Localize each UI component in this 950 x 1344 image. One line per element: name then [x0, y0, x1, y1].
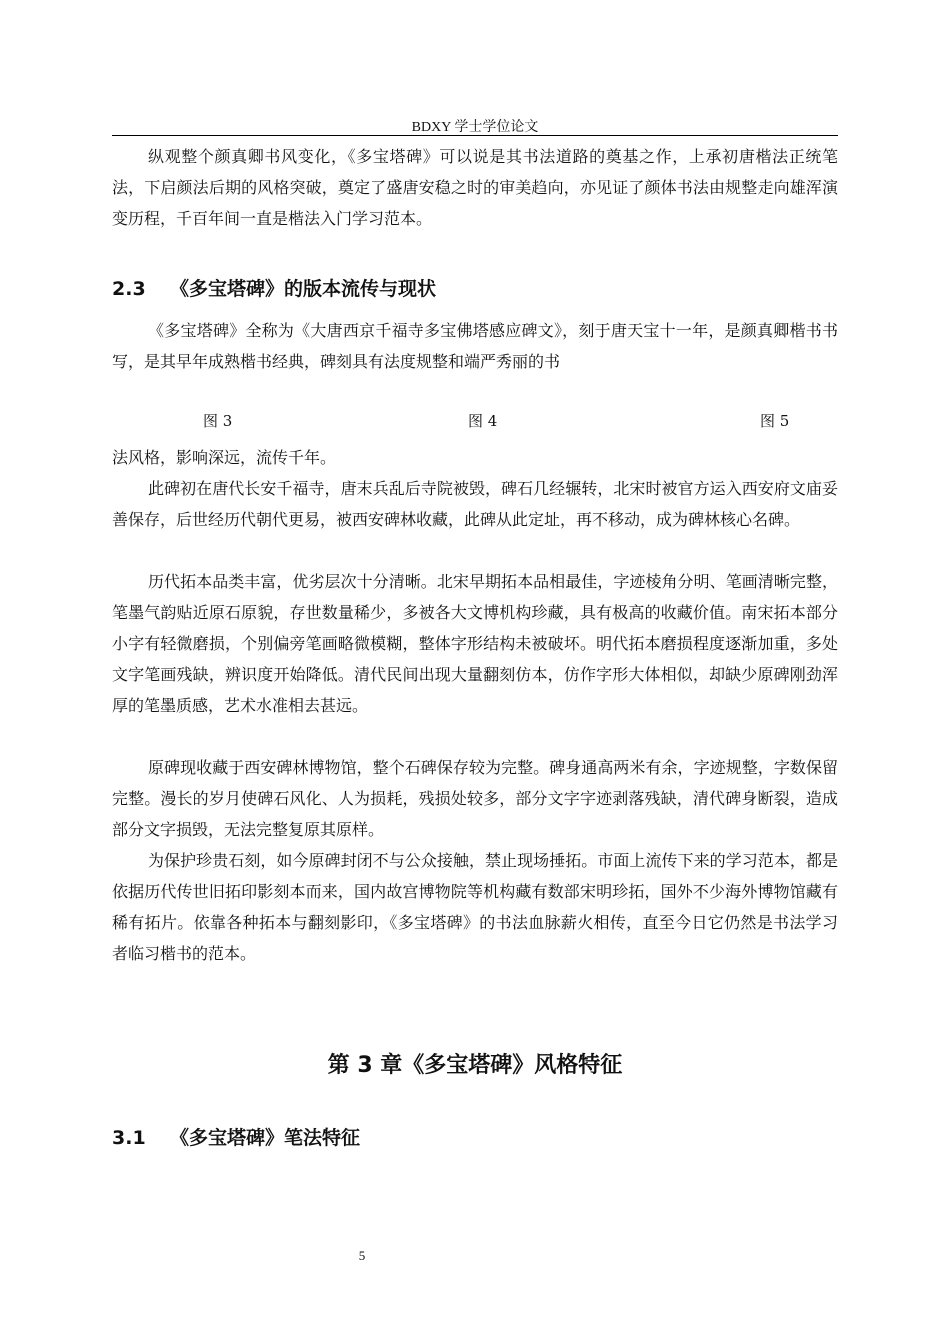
intro-paragraph: 纵观整个颜真卿书风变化，《多宝塔碑》可以说是其书法道路的奠基之作，上承初唐楷法正统笔法，下启颜法后期的风格突破，奠定了盛唐安稳之时的审美趋向，亦见证了颜体书法由规整走向雄浑演变历程，千百年间一直是楷法入门学习范本。 [112, 147, 838, 228]
section-number: 3.1 [112, 1127, 146, 1149]
paragraph-4: 原碑现收藏于西安碑林博物馆，整个石碑保存较为完整。碑身通高两米有余，字迹规整，字数保留完整。漫长的岁月使碑石风化、人为损耗，残损处较多，部分文字字迹剥落残缺，清代碑身断裂，造成部分文字损毁，无法完整复原其原样。 [112, 758, 838, 839]
paragraph-3: 历代拓本品类丰富，优劣层次十分清晰。北宋早期拓本品相最佳，字迹棱角分明、笔画清晰完整，笔墨气韵贴近原石原貌，存世数量稀少，多被各大文博机构珍藏，具有极高的收藏价值。南宋拓本部分小字有轻微磨损，个别偏旁笔画略微模糊，整体字形结构未被破坏。明代拓本磨损程度逐渐加重，多处文字笔画残缺，辨识度开始降低。清代民间出现大量翻刻仿本，仿作字形大体相似，却缺少原碑刚劲浑厚的笔墨质感，艺术水准相去甚远。 [112, 572, 838, 715]
figure-caption-4: 图 4 [468, 412, 498, 430]
paragraph-1-continued: 法风格，影响深远，流传千年。 [112, 448, 337, 467]
figure-caption-3: 图 3 [203, 412, 233, 430]
section-heading-2-3 [112, 274, 436, 301]
section-title: 《多宝塔碑》的版本流传与现状 [170, 278, 437, 300]
chapter-heading: 第 3 章《多宝塔碑》风格特征 [327, 1053, 623, 1078]
page-number: 5 [358, 1248, 366, 1263]
running-header: BDXY 学士学位论文 [411, 120, 539, 135]
header-rule [112, 135, 838, 136]
section-number: 2.3 [112, 278, 146, 300]
paragraph-2: 此碑初在唐代长安千福寺，唐末兵乱后寺院被毁，碑石几经辗转，北宋时被官方运入西安府文庙妥善保存，后世经历代朝代更易，被西安碑林收藏，此碑从此定址，再不移动，成为碑林核心名碑。 [112, 479, 838, 529]
figure-caption-5: 图 5 [760, 412, 790, 430]
paragraph-1: 《多宝塔碑》全称为《大唐西京千福寺多宝佛塔感应碑文》，刻于唐天宝十一年，是颜真卿楷书书写，是其早年成熟楷书经典，碑刻具有法度规整和端严秀丽的书 [112, 321, 838, 371]
paragraph-5: 为保护珍贵石刻，如今原碑封闭不与公众接触，禁止现场捶拓。市面上流传下来的学习范本，都是依据历代传世旧拓印影刻本而来，国内故宫博物院等机构藏有数部宋明珍拓，国外不少海外博物馆藏有稀有拓片。依靠各种拓本与翻刻影印，《多宝塔碑》的书法血脉薪火相传，直至今日它仍然是书法学习者临习楷书的范本。 [112, 851, 838, 963]
section-title: 《多宝塔碑》笔法特征 [170, 1127, 361, 1149]
section-heading-3-1 [112, 1123, 360, 1150]
